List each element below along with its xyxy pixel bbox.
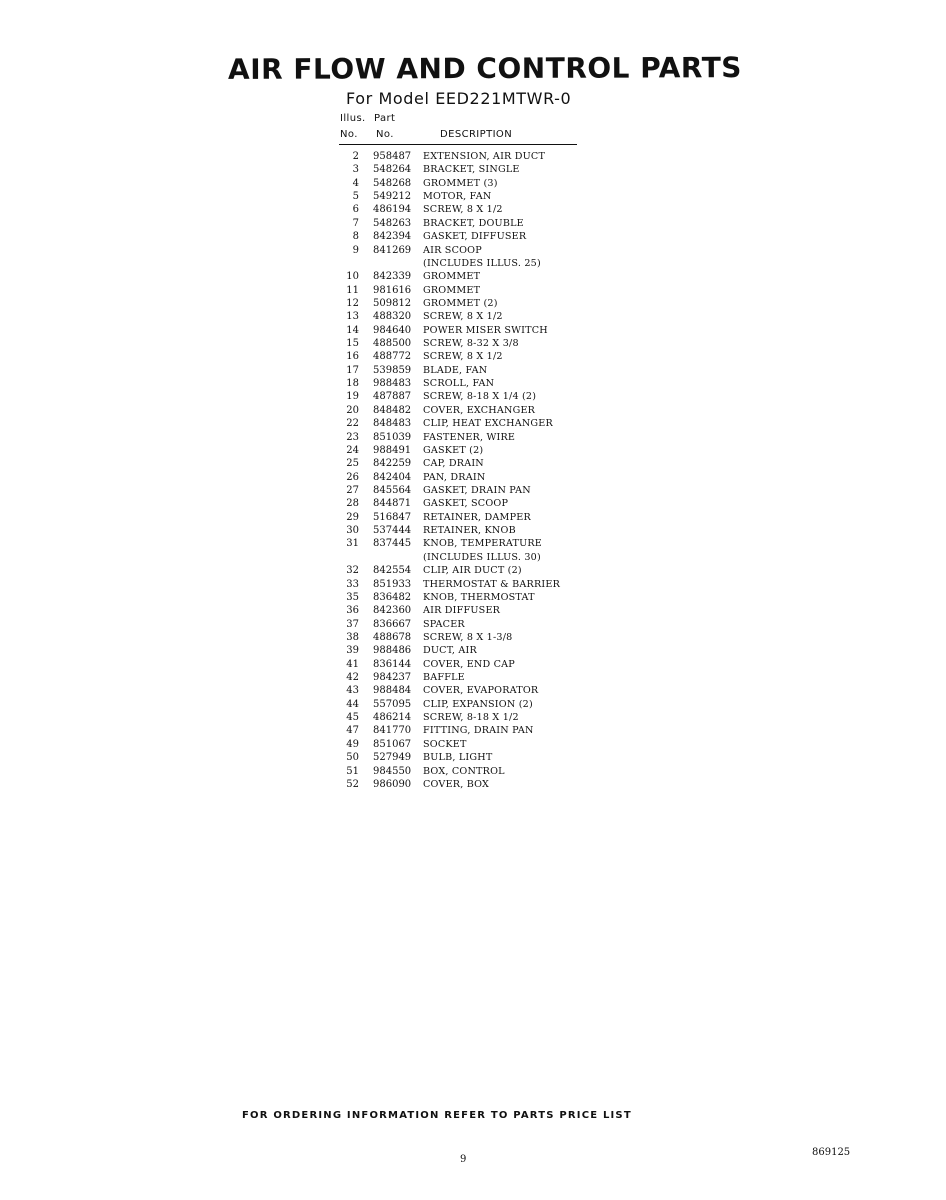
description-cell: GROMMET [423,271,481,283]
description-cell: CAP, DRAIN [423,458,484,470]
description-cell: GASKET, SCOOP [423,498,509,510]
description-cell: SCREW, 8 X 1/2 [423,351,503,363]
part-no-cell: 842394 [373,231,412,243]
table-row [340,284,580,297]
table-row [340,604,580,617]
table-row [340,497,580,510]
table-row [340,431,580,444]
description-cell: COVER, EXCHANGER [423,404,536,416]
description-cell: RETAINER, KNOB [423,525,516,537]
description-cell: SOCKET [423,738,467,750]
illus-no-cell: 51 [346,765,359,777]
part-no-cell: 557095 [373,698,412,710]
header-description: DESCRIPTION [440,129,513,140]
description-cell: SPACER [423,618,465,630]
header-illus-no: No. [340,129,358,140]
table-row [340,631,580,644]
header-part-label: Part [374,113,396,124]
description-cell: SCREW, 8-18 X 1/2 [423,712,519,724]
table-row [340,537,580,550]
table-row [340,364,580,377]
description-cell: FITTING, DRAIN PAN [423,725,534,737]
ordering-note: FOR ORDERING INFORMATION REFER TO PARTS PRICE LIST [242,1110,632,1121]
table-row [340,377,580,390]
table-row [340,724,580,737]
illus-no-cell: 47 [346,725,359,737]
description-cell: THERMOSTAT & BARRIER [423,578,561,590]
part-no-cell: 851933 [373,578,412,590]
illus-no-cell: 9 [352,244,359,256]
description-cell: POWER MISER SWITCH [423,324,548,336]
table-row [340,751,580,764]
model-subtitle: For Model EED221MTWR-0 [346,89,572,108]
table-row [340,471,580,484]
page-title: AIR FLOW AND CONTROL PARTS [227,51,742,86]
table-row [340,444,580,457]
description-cell: DUCT, AIR [423,645,477,657]
table-row [340,658,580,671]
illus-no-cell: 30 [346,525,359,537]
illus-no-cell: 26 [346,471,359,483]
table-row [340,457,580,470]
part-no-cell: 988491 [373,444,412,456]
illus-no-cell: 50 [346,752,359,764]
illus-no-cell: 24 [346,444,359,456]
illus-no-cell: 3 [352,164,359,176]
description-cell: CLIP, HEAT EXCHANGER [423,418,553,430]
description-cell: GASKET, DRAIN PAN [423,484,531,496]
part-no-cell: 842404 [373,471,412,483]
part-no-cell: 848483 [373,418,412,430]
illus-no-cell: 7 [352,217,359,229]
description-cell: AIR DIFFUSER [423,605,501,617]
table-row [340,297,580,310]
illus-no-cell: 44 [346,698,359,710]
document-number: 869125 [812,1147,851,1158]
table-row [340,564,580,577]
illus-no-cell: 4 [352,177,359,189]
table-row [340,644,580,657]
part-no-cell: 851067 [373,738,412,750]
part-no-cell: 841770 [373,725,412,737]
header-part-no: No. [376,129,394,140]
table-row [340,684,580,697]
table-row [340,270,580,283]
part-no-cell: 548264 [373,164,412,176]
part-no-cell: 549212 [373,191,412,203]
description-cell: COVER, END CAP [423,658,515,670]
part-no-cell: 837445 [373,538,412,550]
part-no-cell: 981616 [373,284,412,296]
illus-no-cell: 23 [346,431,359,443]
illus-no-cell: 17 [346,364,359,376]
illus-no-cell: 11 [346,284,359,296]
description-cell: FASTENER, WIRE [423,431,516,443]
illus-no-cell: 35 [346,591,359,603]
illus-no-cell: 52 [346,778,359,790]
illus-no-cell: 45 [346,712,359,724]
table-row [340,765,580,778]
description-cell: CLIP, EXPANSION (2) [423,698,533,710]
table-row [340,163,580,176]
part-no-cell: 487887 [373,391,412,403]
table-row [340,738,580,751]
illus-no-cell: 15 [346,338,359,350]
illus-no-cell: 49 [346,738,359,750]
part-no-cell: 537444 [373,525,412,537]
illus-no-cell: 27 [346,484,359,496]
description-cell: KNOB, THERMOSTAT [423,591,535,603]
description-cell: KNOB, TEMPERATURE [423,538,542,550]
header-rule [339,144,577,145]
description-cell: PAN, DRAIN [423,471,486,483]
part-no-cell: 488772 [373,351,412,363]
part-no-cell: 842339 [373,271,412,283]
part-no-cell: 516847 [373,511,412,523]
description-cell: SCREW, 8 X 1/2 [423,311,503,323]
illus-no-cell: 33 [346,578,359,590]
table-row [340,217,580,230]
description-cell: BULB, LIGHT [423,752,493,764]
part-no-cell: 988486 [373,645,412,657]
illus-no-cell: 32 [346,565,359,577]
illus-no-cell: 31 [346,538,359,550]
description-cell: COVER, BOX [423,778,490,790]
part-no-cell: 836144 [373,658,412,670]
description-cell: BRACKET, DOUBLE [423,217,524,229]
illus-no-cell: 22 [346,418,359,430]
part-no-cell: 488320 [373,311,412,323]
table-row [340,778,580,791]
table-row [340,390,580,403]
description-cell: SCREW, 8-18 X 1/4 (2) [423,391,537,403]
description-cell: GROMMET [423,284,481,296]
description-cell: MOTOR, FAN [423,191,492,203]
table-row [340,511,580,524]
part-no-cell: 842554 [373,565,412,577]
description-cell: EXTENSION, AIR DUCT [423,151,546,162]
illus-no-cell: 36 [346,605,359,617]
part-no-cell: 842360 [373,605,412,617]
part-no-cell: 848482 [373,404,412,416]
illus-no-cell: 42 [346,672,359,684]
description-cell: BLADE, FAN [423,364,488,376]
illus-no-cell: 37 [346,618,359,630]
table-row [340,404,580,417]
illus-no-cell: 20 [346,404,359,416]
illus-no-cell: 12 [346,297,359,309]
illus-no-cell: 43 [346,685,359,697]
description-cell: GASKET, DIFFUSER [423,231,527,243]
description-cell: BAFFLE [423,672,465,684]
part-no-cell: 548263 [373,217,412,229]
table-row [340,484,580,497]
description-cell: SCREW, 8 X 1-3/8 [423,631,513,643]
description-cell: (INCLUDES ILLUS. 25) [423,257,541,269]
table-row [340,310,580,323]
page-number: 9 [460,1154,467,1165]
illus-no-cell: 2 [352,151,359,162]
header-illus-label: Illus. [340,113,366,124]
part-no-cell: 486194 [373,204,412,216]
part-no-cell: 527949 [373,752,412,764]
table-row [340,524,580,537]
table-row [340,203,580,216]
table-row [340,230,580,243]
part-no-cell: 539859 [373,364,412,376]
table-row [340,350,580,363]
table-row [340,417,580,430]
part-no-cell: 988483 [373,378,412,390]
illus-no-cell: 13 [346,311,359,323]
description-cell: (INCLUDES ILLUS. 30) [423,551,541,563]
part-no-cell: 548268 [373,177,412,189]
illus-no-cell: 29 [346,511,359,523]
table-row [340,257,580,270]
illus-no-cell: 38 [346,631,359,643]
illus-no-cell: 39 [346,645,359,657]
description-cell: GROMMET (3) [423,177,498,189]
part-no-cell: 486214 [373,712,412,724]
description-cell: SCREW, 8-32 X 3/8 [423,338,519,350]
table-row [340,177,580,190]
table-row [340,337,580,350]
table-row [340,711,580,724]
part-no-cell: 836482 [373,591,412,603]
table-row [340,324,580,337]
table-row [340,698,580,711]
part-no-cell: 984237 [373,672,412,684]
illus-no-cell: 14 [346,324,359,336]
illus-no-cell: 6 [352,204,359,216]
part-no-cell: 841269 [373,244,412,256]
part-no-cell: 984640 [373,324,412,336]
description-cell: SCROLL, FAN [423,378,495,390]
part-no-cell: 986090 [373,778,412,790]
table-row [340,618,580,631]
illus-no-cell: 19 [346,391,359,403]
illus-no-cell: 10 [346,271,359,283]
table-row [340,244,580,257]
description-cell: SCREW, 8 X 1/2 [423,204,503,216]
part-no-cell: 844871 [373,498,412,510]
illus-no-cell: 25 [346,458,359,470]
parts-table [340,150,580,791]
illus-no-cell: 18 [346,378,359,390]
part-no-cell: 842259 [373,458,412,470]
description-cell: GASKET (2) [423,444,484,456]
part-no-cell: 488500 [373,338,412,350]
table-row [340,190,580,203]
part-no-cell: 988484 [373,685,412,697]
table-row [340,150,580,163]
description-cell: RETAINER, DAMPER [423,511,531,523]
part-no-cell: 851039 [373,431,412,443]
illus-no-cell: 41 [346,658,359,670]
illus-no-cell: 16 [346,351,359,363]
part-no-cell: 845564 [373,484,412,496]
illus-no-cell: 8 [352,231,359,243]
description-cell: AIR SCOOP [423,244,482,256]
table-row [340,578,580,591]
illus-no-cell: 5 [352,191,359,203]
illus-no-cell: 28 [346,498,359,510]
part-no-cell: 488678 [373,631,412,643]
part-no-cell: 509812 [373,297,412,309]
description-cell: GROMMET (2) [423,297,498,309]
table-row [340,591,580,604]
description-cell: COVER, EVAPORATOR [423,685,539,697]
table-row [340,671,580,684]
part-no-cell: 984550 [373,765,412,777]
description-cell: CLIP, AIR DUCT (2) [423,565,522,577]
table-row [340,551,580,564]
description-cell: BRACKET, SINGLE [423,164,520,176]
part-no-cell: 836667 [373,618,412,630]
description-cell: BOX, CONTROL [423,765,505,777]
part-no-cell: 958487 [373,151,412,162]
